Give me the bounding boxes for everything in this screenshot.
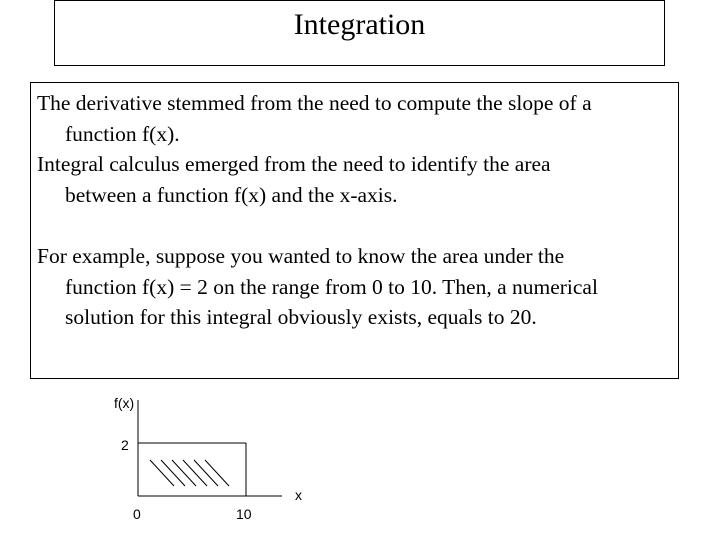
paragraph-derivative bbox=[37, 88, 678, 149]
hatch-mark-6 bbox=[205, 460, 229, 486]
area-figure bbox=[100, 390, 330, 530]
hatch-marks bbox=[150, 460, 229, 486]
paragraph-example-line-2: function f(x) = 2 on the range from 0 to 10. Then, a numerical bbox=[65, 274, 598, 299]
title-box bbox=[54, 0, 665, 66]
x-tick-label-end: 10 bbox=[236, 506, 252, 522]
paragraph-example-line-1: For example, suppose you wanted to know the area under the bbox=[37, 244, 565, 268]
paragraph-example-line-3: solution for this integral obviously exists, equals to 20. bbox=[65, 305, 537, 329]
y-tick-label: 2 bbox=[121, 437, 129, 453]
y-axis-label: f(x) bbox=[114, 395, 135, 411]
hatch-mark-5 bbox=[194, 460, 218, 486]
paragraph-gap bbox=[37, 210, 678, 241]
hatch-mark-1 bbox=[150, 460, 174, 486]
paragraph-integral bbox=[37, 149, 678, 210]
paragraph-derivative-line-1: The derivative stemmed from the need to compute the slope of a bbox=[37, 91, 592, 115]
hatch-mark-2 bbox=[161, 460, 185, 486]
x-axis-label: x bbox=[295, 487, 302, 503]
body-text-box bbox=[30, 82, 679, 379]
hatch-mark-3 bbox=[172, 460, 196, 486]
paragraph-example bbox=[37, 241, 678, 333]
slide-title: Integration bbox=[293, 8, 426, 41]
paragraph-derivative-line-2: function f(x). bbox=[65, 121, 180, 146]
hatch-mark-4 bbox=[183, 460, 207, 486]
x-tick-label-start: 0 bbox=[133, 506, 141, 522]
paragraph-integral-line-2: between a function f(x) and the x-axis. bbox=[65, 182, 398, 207]
paragraph-integral-line-1: Integral calculus emerged from the need to identify the area bbox=[37, 152, 551, 176]
